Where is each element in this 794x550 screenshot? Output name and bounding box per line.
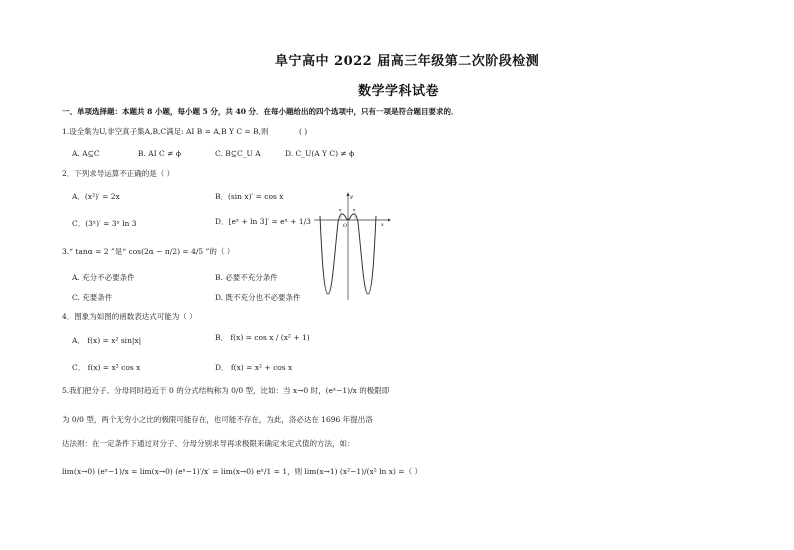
x-axis-label: x [381, 222, 384, 228]
q3-option-a: A. 充分不必要条件 [72, 273, 135, 282]
question-1 [62, 126, 307, 137]
question-3-stem: 3.“ tanα = 2 ”是“ cos(2α − π/2) = 4/5 ”的（ ） [62, 247, 235, 256]
q1-option-b: B. AI C ≠ ϕ [138, 149, 181, 158]
x-axis-arrow [388, 219, 391, 222]
q4-option-c: C． f(x) = x² cos x [72, 363, 141, 372]
question-1-stem: 1.设全集为U,非空真子集A,B,C满足: AI B = A,B Y C = B,则 [62, 127, 269, 136]
y-axis-label: y [350, 194, 353, 200]
answer-paren: ( ) [298, 127, 308, 136]
function-graph [310, 190, 392, 302]
q3-option-d: D. 既不充分也不必要条件 [215, 293, 301, 302]
question-5-line-3: 达法则：在一定条件下通过对分子、分母分别求导再求极限来确定未定式值的方法，如： [62, 439, 355, 448]
exam-title: 阜宁高中 2022 届高三年级第二次阶段检测 [275, 54, 540, 69]
question-5-line-2: 为 0/0 型，两个无穷小之比的极限可能存在，也可能不存在，为此，洛必达在 1696 年提出洛 [62, 415, 373, 424]
q2-option-b: B．(sin x)′ = cos x [215, 192, 284, 201]
q4-option-a: A． f(x) = x² sin|x| [72, 336, 142, 345]
exam-subtitle: 数学学科试卷 [358, 84, 440, 99]
q3-option-c: C. 充要条件 [72, 293, 113, 302]
q4-option-d: D． f(x) = x² + cos x [215, 363, 293, 372]
q2-option-c: C．(3ˣ)′ = 3ˣ ln 3 [72, 219, 137, 228]
question-5-line-4: lim(x→0) (eˣ−1)/x = lim(x→0) (eˣ−1)′/x′ = lim(x→0) eˣ/1 = 1，则 lim(x→1) (x²−1)/(x² ln x) =（ ） [62, 467, 422, 476]
q1-option-a: A. A⊆C [72, 149, 100, 158]
question-2-stem: 2．下列求导运算不正确的是（ ） [62, 169, 175, 178]
origin-label: O [343, 223, 348, 229]
left-tick-label: π [339, 208, 342, 212]
q4-option-b: B． f(x) = cos x / (x² + 1) [215, 333, 310, 342]
q1-option-c: C. B⊆C_U A [215, 149, 261, 158]
right-tick-label: π [353, 208, 356, 212]
q1-option-d: D. C_U(A Y C) ≠ ϕ [285, 149, 355, 158]
q2-option-a: A．(x²)′ = 2x [72, 192, 120, 201]
section-heading: 一、单项选择题：本题共 8 小题，每小题 5 分，共 40 分．在每小题给出的四个选项中，只有一项是符合题目要求的． [62, 107, 459, 116]
q3-option-b: B. 必要不充分条件 [215, 273, 278, 282]
question-5-line-1: 5.我们把分子、分母同时趋近于 0 的分式结构称为 0/0 型，比如：当 x→0 时，(eˣ−1)/x 的极限即 [62, 386, 390, 395]
question-4-stem: 4．图象为如图的函数表达式可能为（ ） [62, 312, 197, 321]
q2-option-d: D．[eˣ + ln 3]′ = eˣ + 1/3 [215, 217, 311, 226]
